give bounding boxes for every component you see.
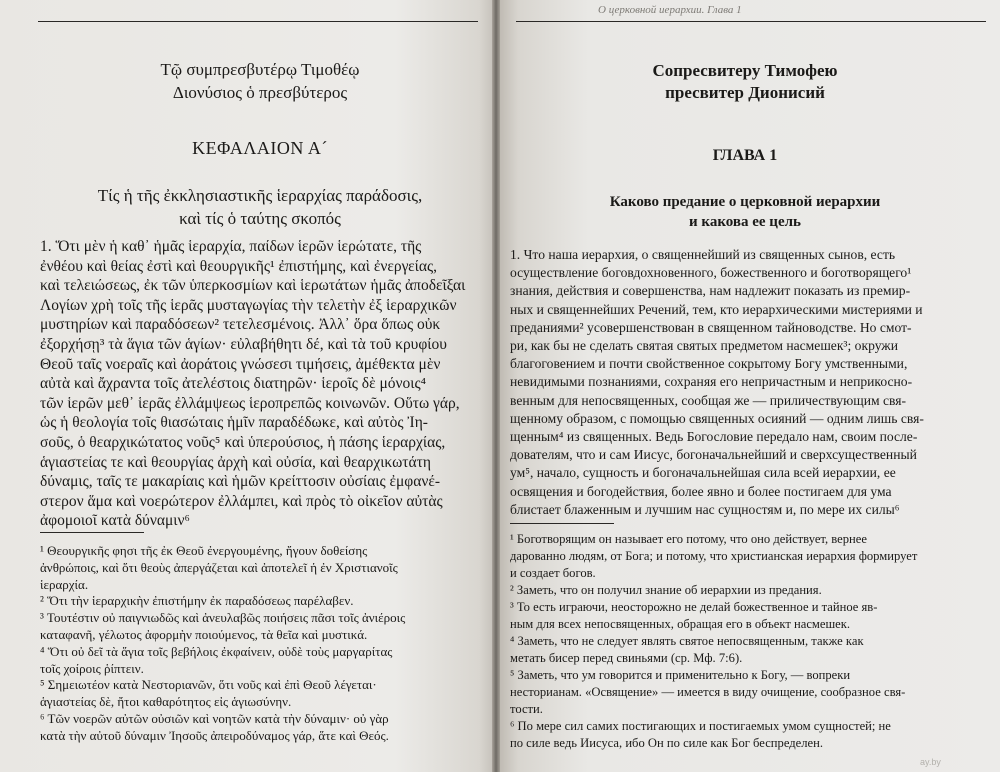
russian-body-line: ных и священнейших Речений, тем, кто иерархическими мистериями и xyxy=(510,301,923,317)
russian-footnote-line: ² Заметь, что он получил знание об иерархии из предания. xyxy=(510,583,822,597)
russian-body-line: ри, как бы не сделать святая святых предметом насмешек³; окружи xyxy=(510,338,898,353)
greek-body-line: ὡς ἡ θεολογία τοῖς θιασώταις ἡμῖν παραδέδωκε, καὶ αὐτὸς Ἰη- xyxy=(40,414,428,432)
greek-body-line: δύναμις, ταῖς τε μακαρίαις καὶ ἡμῶν κρείττοσιν οὐσίαις ἐμφανέ- xyxy=(40,473,441,491)
greek-title-line: καὶ τίς ὁ ταύτης σκοπός xyxy=(179,209,341,228)
russian-footnote-line: и создает богов. xyxy=(510,566,596,580)
russian-footnote-line: по силе ведь Иисуса, ибо Он по силе как Бог беспределен. xyxy=(510,736,824,750)
russian-body-line: ум⁵, начало, сущность и богоначальнейшая сила всей иерархии, ее xyxy=(510,465,896,481)
greek-title-line: Τίς ἡ τῆς ἐκκλησιαστικῆς ἱεραρχίας παράδοσις, xyxy=(97,186,423,205)
russian-footnote-line: несторианам. «Освящение» — имеется в виду очищение, сообразное свя- xyxy=(510,685,906,699)
russian-title-line: Каково предание о церковной иерархии xyxy=(609,194,881,210)
russian-body-line: знания, действия и совершенства, нам надлежит показать из премир- xyxy=(510,283,911,299)
russian-body-line: 1. Что наша иерархия, о священнейший из священных сынов, есть xyxy=(510,247,896,262)
russian-chapter-heading: ГЛАВА 1 xyxy=(712,147,778,164)
greek-footnote-line: ⁶ Τῶν νοερῶν αὐτῶν οὐσιῶν καὶ νοητῶν κατὰ τὴν δύναμιν· οὐ γὰρ xyxy=(40,711,389,726)
right-top-rule xyxy=(516,21,986,22)
greek-body-line: 1. Ὅτι μὲν ἡ καθ᾽ ἡμᾶς ἱεραρχία, παίδων ἱερῶν ἱερώτατε, τῆς xyxy=(40,238,422,255)
russian-body-line: освящения и богодействия, более явно и более постигаем для ума xyxy=(510,483,892,499)
greek-dedication-line: Διονύσιος ὁ πρεσβύτερος xyxy=(172,83,348,102)
greek-body-line: σοῦς, ὁ θεαρχικώτατος νοῦς⁵ καὶ ὑπερούσιος, ἡ πάσης ἱεραρχίας, xyxy=(40,434,446,451)
greek-footnote-line: ⁴ Ὅτι οὐ δεῖ τὰ ἅγια τοῖς βεβήλοις ἐκφαίνειν, οὐδὲ τοὺς μαργαρίτας xyxy=(40,643,393,659)
greek-body-line: στερον ἅμα καὶ νοερώτερον ἐλλάμπει, καὶ πρὸς τὸ οἰκεῖον αὐτὰς xyxy=(40,492,443,510)
greek-body-line: καὶ τελειώσεως, ἐκ τῶν ὑπερκοσμίων καὶ ἱερωτάτων ἡμᾶς ἀποδεῖξαι xyxy=(40,277,466,295)
russian-body-line: преданиями² усовершенствован в священном тайноводстве. Но смот- xyxy=(510,319,912,335)
russian-footnote-line: тости. xyxy=(510,702,543,716)
watermark: ay.by xyxy=(920,757,941,767)
russian-body-line: дователям, что и сам Иисус, богоначальнейший и сверхсущественный xyxy=(510,447,917,463)
greek-footnote-line: ² Ὅτι τὴν ἱεραρχικὴν ἐπιστήμην ἐκ παραδόσεως παρέλαβεν. xyxy=(40,593,354,609)
greek-footnote-line: ¹ Θεουργικῆς φησι τῆς ἐκ Θεοῦ ἐνεργουμένης, ἤγουν δοθείσης xyxy=(40,543,368,558)
greek-body-line: τῶν ἱερῶν μεθ᾽ ἱερᾶς ἐλλάμψεως ἱεροπρεπῶς κοινωνῶν. Οὕτω γάρ, xyxy=(40,394,460,412)
greek-footnote-line: ³ Τουτέστιν οὐ παιγνιωδῶς καὶ ἀνευλαβῶς ποιήσεις πᾶσι τοῖς ἀνιέροις xyxy=(40,610,406,626)
greek-body-line: Λογίων χρὴ τοῖς τῆς ἱερᾶς μυσταγωγίας τὴν τελετὴν ἐξ ἱεραρχικῶν xyxy=(40,296,457,314)
russian-footnote-line: дарованно людям, от Бога; и потому, что христианская иерархия формирует xyxy=(510,549,918,563)
russian-body-line: осуществление боговдохновенного, божественного и боготворящего¹ xyxy=(510,265,912,281)
book-spine xyxy=(492,0,500,772)
russian-dedication-line: Сопресвитеру Тимофею xyxy=(652,61,838,80)
greek-body-line: μυστηρίων καὶ παραδόσεων² τετελεσμένοις. Ἀλλ᾽ ὅρα ὅπως οὐκ xyxy=(40,316,441,334)
russian-chapter-title xyxy=(520,192,970,232)
russian-footnote-line: метать бисер перед свиньями (ср. Мф. 7:6). xyxy=(510,651,743,665)
greek-footnote-line: κατὰ τὴν αὐτοῦ δύναμιν Ἰησοῦς ἀπειροδύναμος γάρ, ἅτε καὶ Θεός. xyxy=(40,727,389,743)
greek-footnote-line: ἱεραρχία. xyxy=(40,576,89,592)
greek-chapter-heading: ΚΕΦΑΛΑΙΟΝ Α´ xyxy=(192,138,328,158)
russian-body-line: благоговением и почти свойственное сокрытому Богу умственными, xyxy=(510,356,908,372)
russian-footnote-line: ³ То есть играючи, неосторожно не делай божественное и тайное яв- xyxy=(510,600,878,614)
greek-dedication xyxy=(60,58,460,104)
greek-chapter-title xyxy=(60,184,460,230)
russian-footnote-line: ¹ Боготворящим он называет его потому, что оно действует, вернее xyxy=(510,532,867,546)
greek-footnote-line: τοῖς χοίροις ῥίπτειν. xyxy=(40,660,144,676)
greek-footnote-line: καταφανῆ, γέλωτος ἀφορμὴν ποιούμενος, τὰ θεῖα καὶ μυστικά. xyxy=(40,627,368,642)
greek-body-line: αὐτὰ καὶ ἄχραντα τοῖς ἀτελέστοις διατηρῶν· ἱεροῖς δὲ μόνοις⁴ xyxy=(40,375,426,393)
left-top-rule xyxy=(38,21,478,22)
russian-footnote-line: ным для всех непосвященных, обращая его в объект насмешек. xyxy=(510,617,851,631)
greek-footnote-line: ⁵ Σημειωτέον κατὰ Νεστοριανῶν, ὅτι νοῦς καὶ ἐπὶ Θεοῦ λέγεται· xyxy=(40,677,377,693)
greek-footnote-line: ἁγιαστείας δὲ, ἤτοι καθαρότητος εἰς ἁγιωσύνην. xyxy=(40,694,292,710)
greek-body-line: ἁγιαστείας τε καὶ θεουργίας ἀρχὴ καὶ οὐσία, καὶ θεαρχικωτάτη xyxy=(40,453,431,471)
russian-body-line: невидимыми познаниями, сохраняя его непричастным и неприкосно- xyxy=(510,374,913,390)
russian-body-line: щенному образом, с помощью священных осияний — одним лишь свя- xyxy=(510,410,924,426)
greek-footnote-line: ἀνθρώποις, καὶ ὅτι θεοὺς ἀπεργάζεται καὶ ἀποτελεῖ ἡ ἐν Χριστιανοῖς xyxy=(40,559,398,575)
russian-body-line: щенным⁴ из священных. Ведь Богословие передало нам, своим после- xyxy=(510,429,918,444)
russian-dedication-line: пресвитер Дионисий xyxy=(665,83,825,102)
russian-body-line: блистает блаженным и лучшим нас сущностям и, по мере их силы⁶ xyxy=(510,501,900,517)
footnote-separator xyxy=(510,523,614,524)
russian-title-line: и какова ее цель xyxy=(689,214,801,230)
russian-body-line: венным для непосвященных, сообщая же — приличествующим свя- xyxy=(510,392,907,408)
greek-body-line: ἀφομοιοῖ κατὰ δύναμιν⁶ xyxy=(40,512,190,530)
footnote-separator xyxy=(40,532,144,533)
russian-footnote-line: ⁴ Заметь, что не следует являть святое непосвященным, также как xyxy=(510,634,864,648)
russian-dedication xyxy=(520,60,970,104)
greek-body-line: ἐξορχήσῃ³ τὰ ἅγια τῶν ἁγίων· εὐλαβήθητι δέ, καὶ τὰ τοῦ κρυφίου xyxy=(40,336,447,353)
greek-dedication-line: Τῷ συμπρεσβυτέρῳ Τιμοθέῳ xyxy=(160,60,360,79)
greek-body-line: Θεοῦ ταῖς νοεραῖς καὶ ἀοράτοις γνώσεσι τιμήσεις, ἀμέθεκτα μὲν xyxy=(40,355,441,373)
russian-footnote-line: ⁶ По мере сил самих постигающих и постигаемых умом сущностей; не xyxy=(510,719,891,733)
greek-body-line: ἐνθέου καὶ θείας ἐστὶ καὶ θεουργικῆς¹ ἐπιστήμης, καὶ ἐνεργείας, xyxy=(40,257,437,275)
running-head: О церковной иерархии. Глава 1 xyxy=(598,4,742,16)
russian-footnote-line: ⁵ Заметь, что ум говорится и применительно к Богу, — вопреки xyxy=(510,668,851,682)
